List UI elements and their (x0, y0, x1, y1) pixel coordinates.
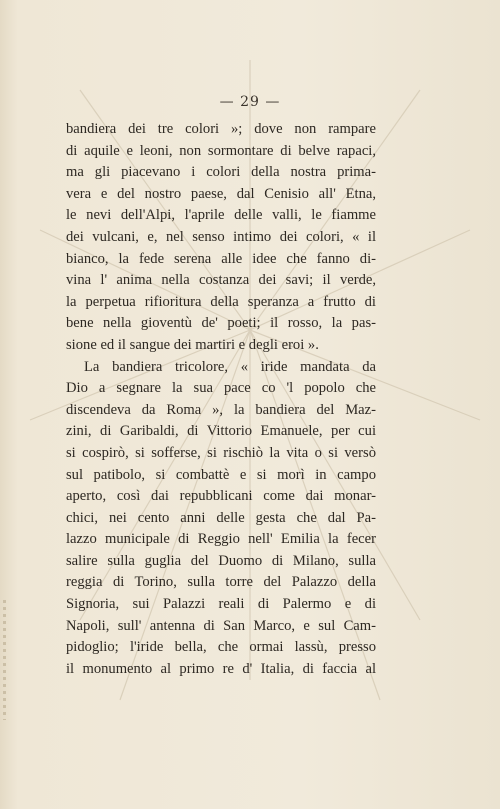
text-line: di aquile e leoni, non sormontare di belve rapaci, (66, 142, 376, 159)
text-line: zini, di Garibaldi, di Vittorio Emanuele, per cui (66, 423, 376, 440)
text-line: ma gli piacevano i colori della nostra prima- (66, 164, 376, 181)
text-line: vina l' anima nella costanza dei savi; il verde, (66, 272, 376, 289)
text-line: salire sulla guglia del Duomo di Milano, sulla (66, 552, 376, 569)
text-line: bene nella gioventù de' poeti; il rosso, la pas- (66, 315, 376, 332)
text-line: Dio a segnare la sua pace co 'l popolo che (66, 380, 376, 397)
text-line: bandiera dei tre colori »; dove non rampare (66, 121, 376, 137)
binding-edge-marks (3, 600, 6, 720)
text-line: sione ed il sangue dei martiri e degli eroi ». (66, 336, 319, 353)
text-line: pidoglio; l'iride bella, che ormai lassù, presso (66, 639, 376, 656)
text-line: chici, nei cento anni delle gesta che dal Pa- (66, 509, 376, 526)
text-line: La bandiera tricolore, « iride mandata da (84, 358, 376, 375)
text-line: si cospirò, si sofferse, si rischiò la vita o si versò (66, 444, 376, 461)
text-line: sul patibolo, si combattè e si morì in campo (66, 466, 376, 483)
text-line: Signoria, sui Palazzi reali di Palermo e di (66, 596, 376, 613)
page-number: — 29 — (219, 94, 281, 110)
text-line: il monumento al primo re d' Italia, di faccia al (66, 660, 376, 677)
body-text (66, 119, 376, 680)
text-line: bianco, la fede serena alle idee che fanno di- (66, 250, 376, 267)
text-line: dei vulcani, e, nel senso intimo dei colori, « il (66, 228, 376, 245)
text-line: discendeva da Roma », la bandiera del Maz- (66, 401, 376, 418)
text-line: Napoli, sull' antenna di San Marco, e sul Cam- (66, 617, 376, 634)
text-line: le nevi dell'Alpi, l'aprile delle valli, le fiamme (66, 207, 376, 224)
text-line: reggia di Torino, sulla torre del Palazzo della (66, 574, 376, 591)
text-line: lazzo municipale di Reggio nell' Emilia la fecer (66, 531, 376, 548)
text-line: aperto, così dai repubblicani come dai monar- (66, 488, 376, 505)
text-line: la perpetua rifioritura della speranza a frutto di (66, 293, 376, 310)
text-line: vera e del nostro paese, dal Cenisio all' Etna, (66, 185, 376, 202)
